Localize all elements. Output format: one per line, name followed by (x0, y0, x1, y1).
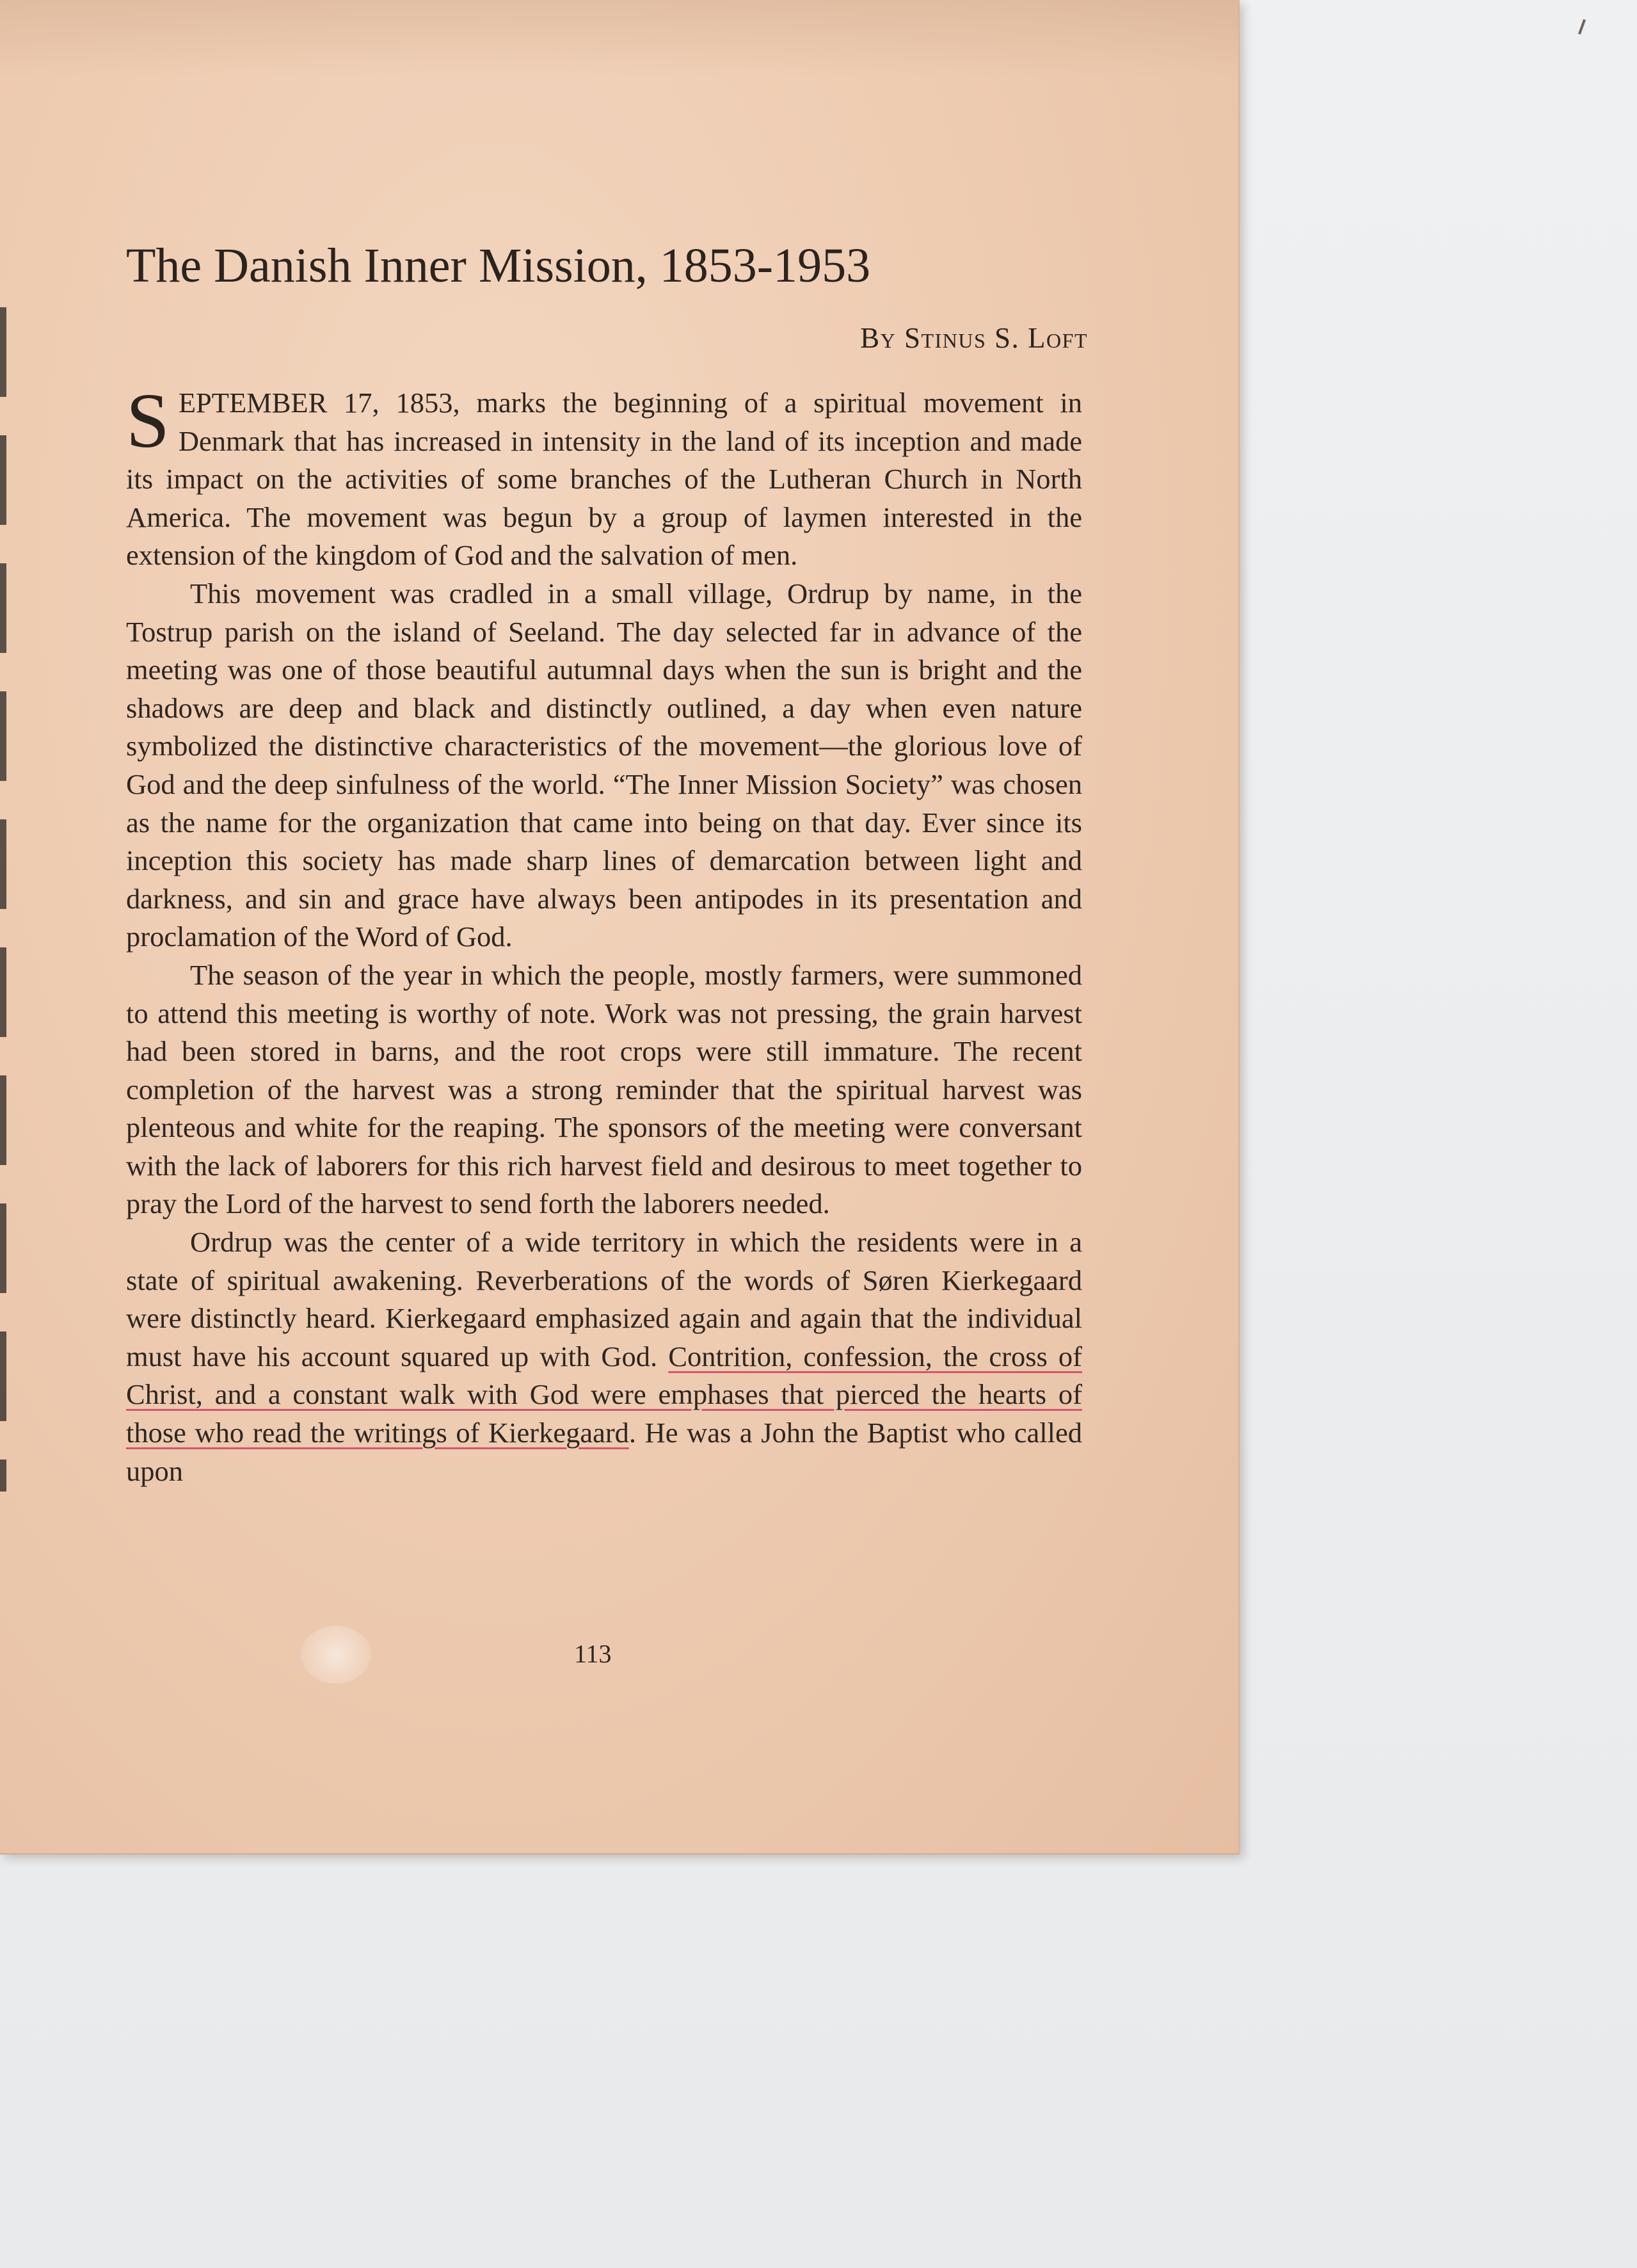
binding-edge (0, 307, 6, 1492)
article-byline: By Stinus S. Loft (860, 322, 1088, 354)
paragraph-1-text: EPTEMBER 17, 1853, marks the beginning of a spiritual movement in Denmark that has increased in intensity in the land of its inception and made its impact on the activities of some branches of the Lutheran Church in North America. The movement was begun by a group of laymen interested in the extension of the kingdom of God and the salvation of men. (126, 387, 1082, 572)
drop-cap: S (126, 378, 170, 464)
paragraph-4 (126, 1223, 1082, 1490)
paragraph-4-text-after: . He was a John the Baptist who called upon (126, 1417, 1082, 1487)
paper-stain (301, 1626, 371, 1684)
article-body (126, 378, 1083, 1490)
paragraph-3: The season of the year in which the people, mostly farmers, were summoned to attend this meeting is worthy of note. Work was not pressing, the grain harvest had been stored in barns, and the root crops were still immature. The recent completion of the harvest was a strong reminder that the spiritual harvest was plenteous and white for the reaping. The sponsors of the meeting were conversant with the lack of laborers for this rich harvest field and desirous to meet together to pray the Lord of the harvest to send forth the laborers needed. (126, 958, 1082, 1220)
paragraph-2: This movement was cradled in a small village, Ordrup by name, in the Tostrup parish on the island of Seeland. The day selected far in advance of the meeting was one of those beautiful autumnal days when the sun is bright and the shadows are deep and black and distinctly outlined, a day when even nature symbolized the distinctive characteristics of the movement—the glorious love of God and the deep sinfulness of the world. “The Inner Mission Society” was chosen as the name for the organization that came into being on that day. Ever since its inception this society has made sharp lines of demarcation between light and darkness, and sin and grace have always been antipodes in its presentation and proclamation of the Word of God. (126, 577, 1082, 953)
article-title: The Danish Inner Mission, 1853-1953 (126, 239, 871, 293)
paragraph-4-text-before: Ordrup was the center of a wide territory in which the residents were in a state of spiritual awakening. Reverberations of the words of Søren Kierkegaard were distinctly heard. Kierkegaard emphasized again and again that the individual must have his account squared up with God. (126, 1226, 1082, 1372)
paragraph-1 (126, 378, 1082, 575)
page-number: 113 (574, 1639, 612, 1668)
highlighted-passage: Contrition, confession, the cross of Christ, and a constant walk with God were emphases that pierced the hearts of those who read the writings of Kierkegaard (126, 1340, 1083, 1449)
